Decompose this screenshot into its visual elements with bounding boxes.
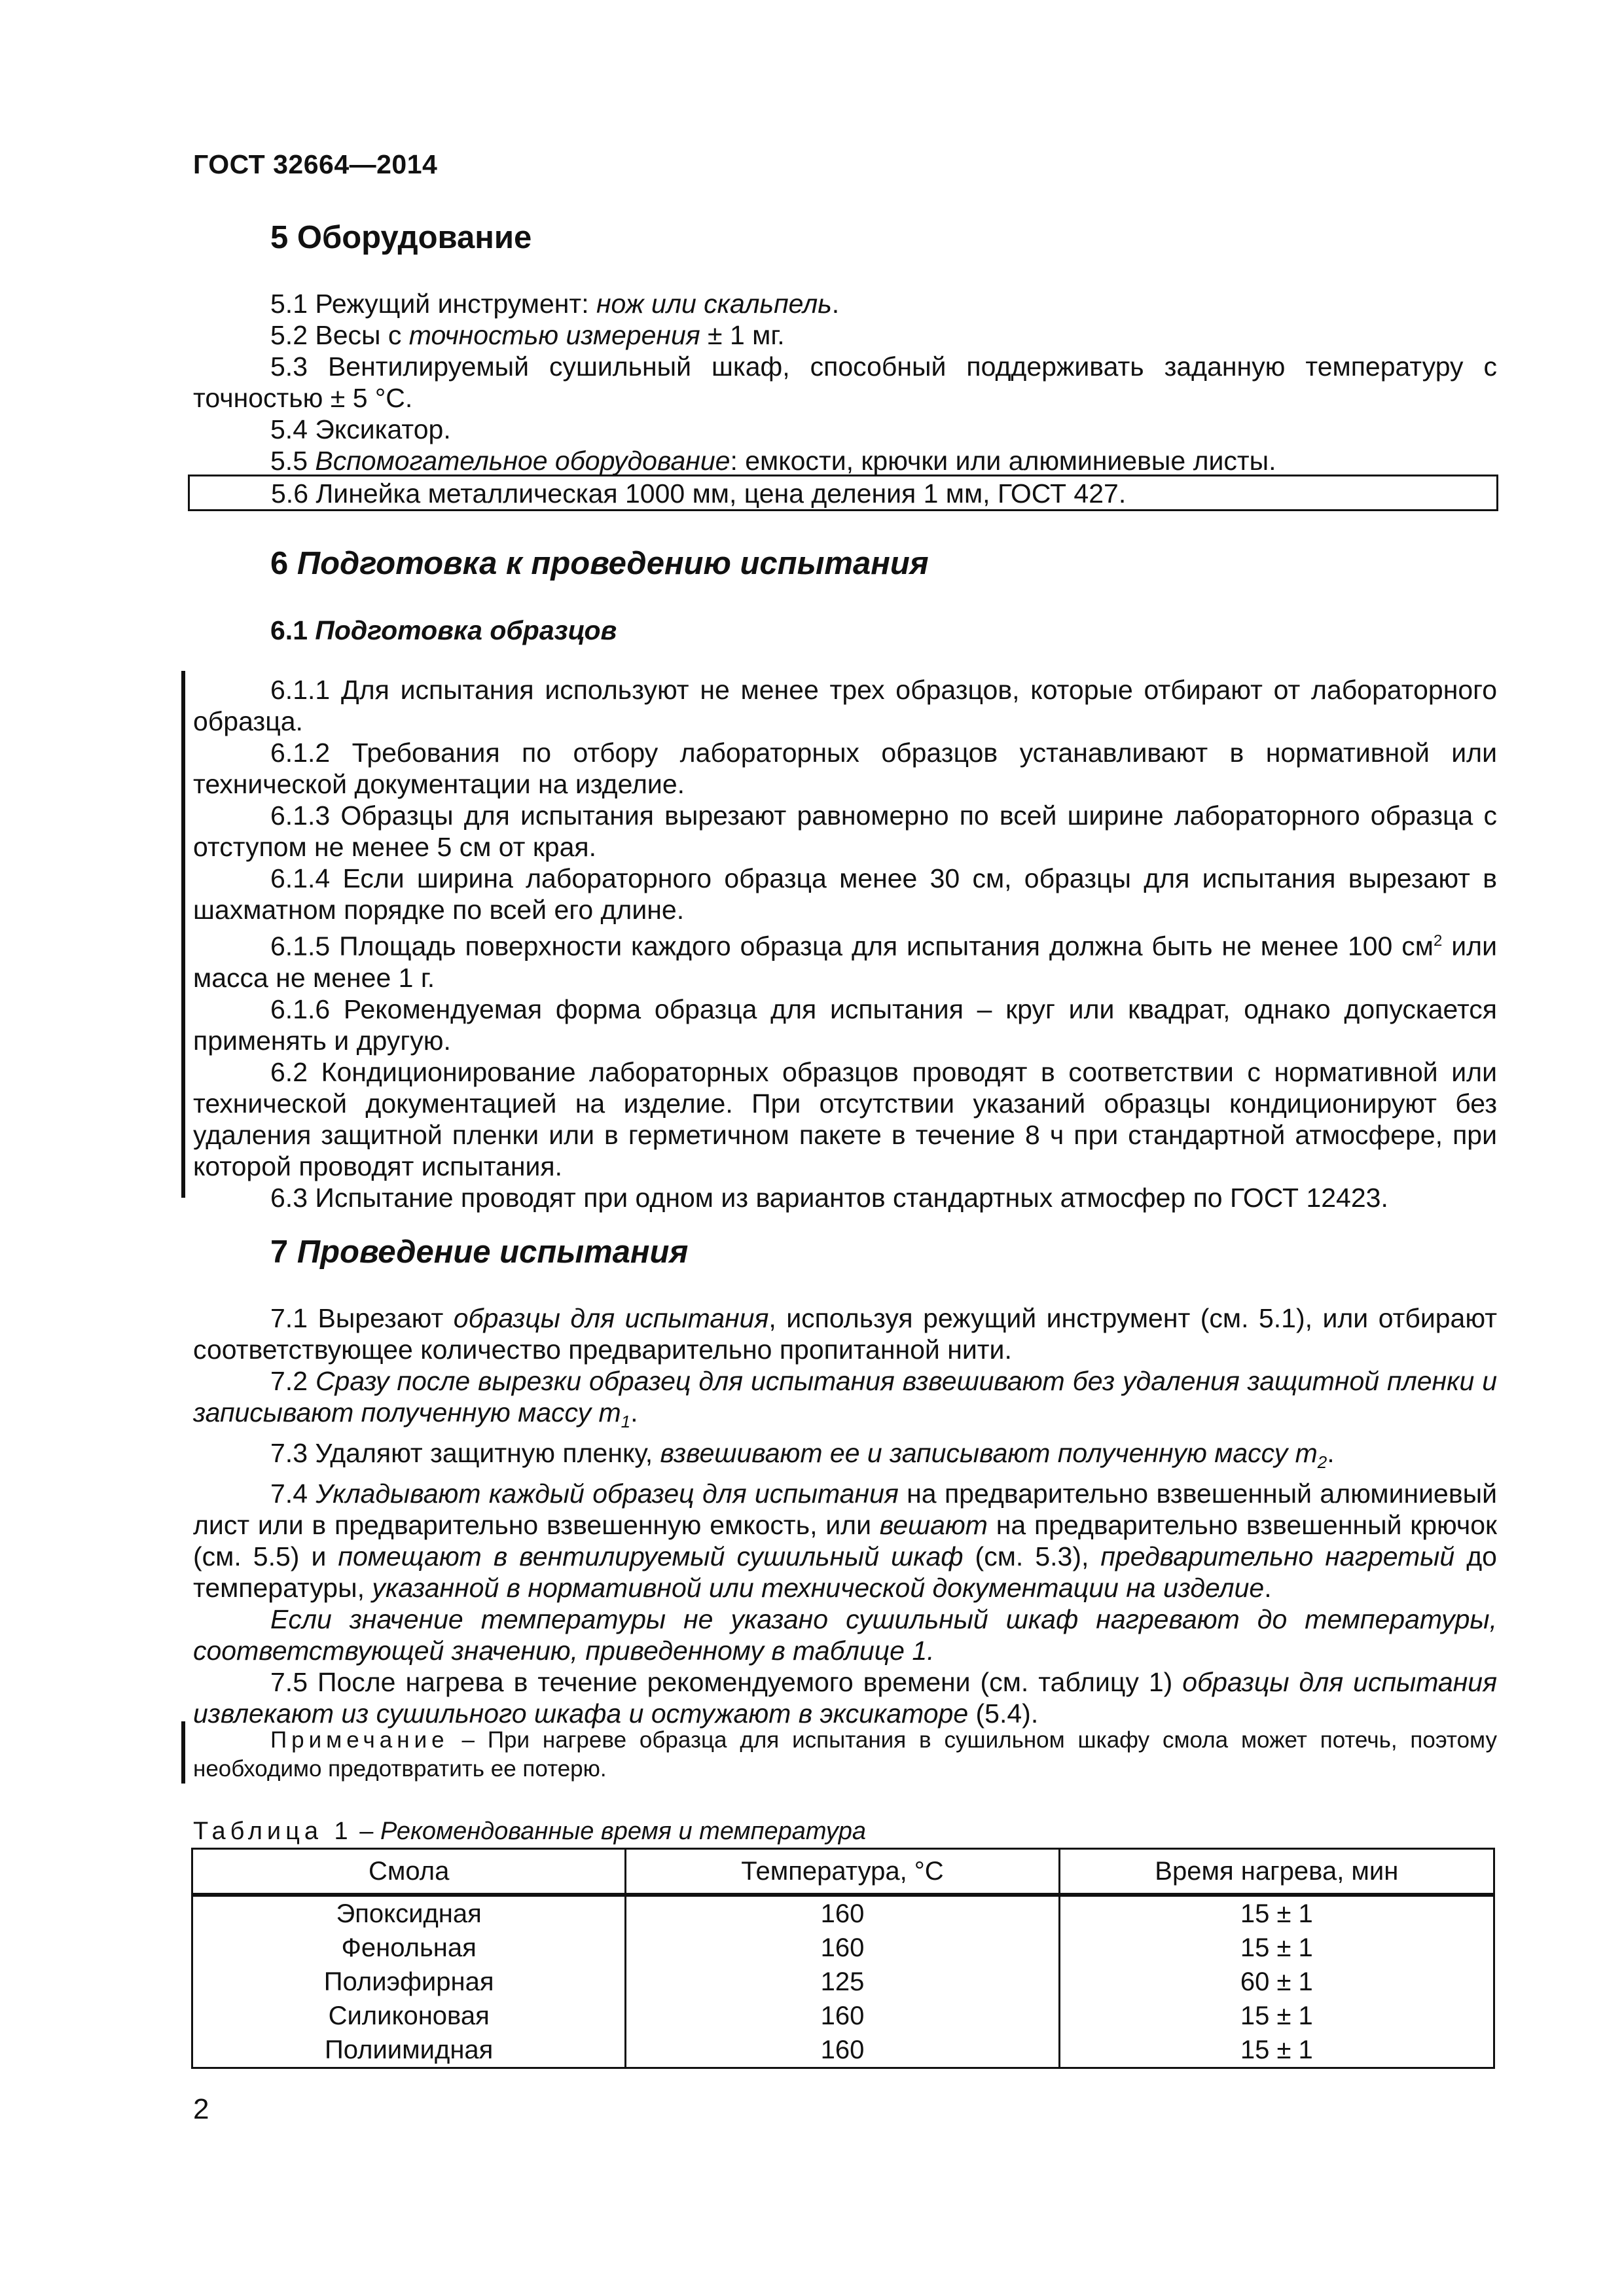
item-6-1-6: 6.1.6 Рекомендуемая форма образца для испытания – круг или квадрат, однако допускается применять и другую. [193, 994, 1497, 1056]
section-5-title: 5 Оборудование [270, 220, 532, 255]
table-cell: 125 [626, 1965, 1059, 1999]
table-caption: Таблица 1 – Рекомендованные время и температура [193, 1818, 866, 1845]
item-5-3: 5.3 Вентилируемый сушильный шкаф, способный поддерживать заданную температуру с точностью ± 5 °С. [193, 351, 1497, 413]
section-6-title: 6 Подготовка к проведению испытания [270, 546, 929, 581]
page-number: 2 [193, 2093, 209, 2125]
table-cell: 15 ± 1 [1059, 1895, 1494, 1931]
item-6-3: 6.3 Испытание проводят при одном из вариантов стандартных атмосфер по ГОСТ 12423. [270, 1182, 1388, 1213]
item-6-1-4: 6.1.4 Если ширина лабораторного образца менее 30 см, образцы для испытания вырезают в шахматном порядке по всей его длине. [193, 863, 1497, 925]
table-cell: Полиимидная [192, 2033, 626, 2068]
change-bar-note [181, 1721, 185, 1784]
table-cell: 160 [626, 1895, 1059, 1931]
item-6-1-5: 6.1.5 Площадь поверхности каждого образца для испытания должна быть не менее 100 $см^2$ или масса не менее 1 г. [193, 931, 1497, 993]
section-5-body [193, 288, 1497, 476]
results-table [191, 1848, 1495, 2069]
table-cell: 15 ± 1 [1059, 2033, 1494, 2068]
table-row [192, 2033, 1494, 2068]
table-header-temperature: Температура, °С [626, 1849, 1059, 1895]
item-5-6-text: 5.6 Линейка металлическая 1000 мм, цена деления 1 мм, ГОСТ 427. [271, 478, 1127, 509]
item-7-5: 7.5 После нагрева в течение рекомендуемого времени (см. таблицу 1) образцы для испытания извлекают из сушильного шкафа и остужают в эксикаторе (5.4). [193, 1667, 1497, 1729]
item-5-2: 5.2 Весы с точностью измерения ± 1 мг. [270, 320, 785, 350]
subsection-6-1-title: 6.1 Подготовка образцов [270, 615, 617, 645]
table-cell: 15 ± 1 [1059, 1931, 1494, 1965]
section-6-body [193, 674, 1497, 1213]
table-row [192, 1999, 1494, 2033]
table-cell: 160 [626, 1999, 1059, 2033]
item-7-3: 7.3 Удаляют защитную пленку, взвешивают ее и записывают полученную массу $m_2$. [270, 1438, 1335, 1473]
item-6-2: 6.2 Кондиционирование лабораторных образцов проводят в соответствии с нормативной или технической документацией на изделие. При отсутствии указаний образцы кондиционируют без удаления защитной пленки или в герметичном пакете в течение 8 ч при стандартной атмосфере, при которой проводят испытания. [193, 1056, 1497, 1181]
table-cell: Силиконовая [192, 1999, 626, 2033]
item-6-1-1: 6.1.1 Для испытания используют не менее трех образцов, которые отбирают от лабораторного образца. [193, 675, 1497, 736]
table-header-resin: Смола [192, 1849, 626, 1895]
item-6-1-3: 6.1.3 Образцы для испытания вырезают равномерно по всей ширине лабораторного образца с отступом не менее 5 см от края. [193, 800, 1497, 862]
table-cell: 160 [626, 2033, 1059, 2068]
table-cell: Эпоксидная [192, 1895, 626, 1931]
table-cell: 160 [626, 1931, 1059, 1965]
note-text: – При нагреве образца для испытания в сушильном шкафу смола может потечь, поэтому необходимо предотвратить ее потерю. [193, 1727, 1497, 1782]
table-cell: Фенольная [192, 1931, 626, 1965]
item-5-1: 5.1 Режущий инструмент: нож или скальпель. [270, 289, 840, 319]
note-label: Примечание [270, 1727, 449, 1753]
table-cell: 60 ± 1 [1059, 1965, 1494, 1999]
document-header: ГОСТ 32664—2014 [193, 149, 438, 179]
item-5-4: 5.4 Эксикатор. [270, 414, 451, 444]
table-header-time: Время нагрева, мин [1059, 1849, 1494, 1895]
table-row [192, 1965, 1494, 1999]
item-7-1: 7.1 Вырезают образцы для испытания, используя режущий инструмент (см. 5.1), или отбирают соответствующее количество предварительно пропитанной нити. [193, 1303, 1497, 1365]
item-7-4-continuation: Если значение температуры не указано сушильный шкаф нагревают до температуры, соответствующей значению, приведенному в таблице 1. [193, 1604, 1497, 1666]
item-7-4: 7.4 Укладывают каждый образец для испытания на предварительно взвешенный алюминиевый лист или в предварительно взвешенную емкость, или вешают на предварительно взвешенный крючок (см. 5.5) и помещают в вентилируемый сушильный шкаф (см. 5.3), предварительно нагретый до температуры, указанной в нормативной или технической документации на изделие. [193, 1479, 1498, 1604]
table-cell: 15 ± 1 [1059, 1999, 1494, 2033]
change-bar-section-6 [181, 671, 185, 1198]
table-row [192, 1931, 1494, 1965]
section-7-body [193, 1302, 1497, 1729]
item-6-1-2: 6.1.2 Требования по отбору лабораторных образцов устанавливают в нормативной или технической документации на изделие. [193, 738, 1497, 799]
item-5-5: 5.5 Вспомогательное оборудование: емкости, крючки или алюминиевые листы. [270, 446, 1276, 476]
table-row [192, 1895, 1494, 1931]
note-block [193, 1726, 1497, 1784]
section-7-title: 7 Проведение испытания [270, 1234, 689, 1270]
item-5-6-boxed [188, 475, 1498, 511]
item-7-2: 7.2 Сразу после вырезки образец для испытания взвешивают без удаления защитной пленки и записывают полученную массу $m_1$. [193, 1366, 1497, 1432]
table-cell: Полиэфирная [192, 1965, 626, 1999]
table-header-row [192, 1849, 1494, 1895]
